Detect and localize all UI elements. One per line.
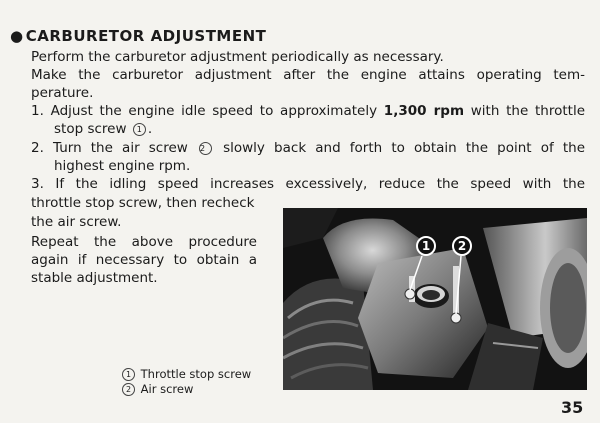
idle-rpm-value: 1,300 rpm <box>383 103 465 119</box>
legend-label-2: Air screw <box>140 382 194 396</box>
repeat-line-1: Repeat the above procedure <box>31 234 257 250</box>
section-title: CARBURETOR ADJUSTMENT <box>25 27 267 45</box>
step-1-line-1 <box>31 102 585 120</box>
callout-leader-lines <box>283 208 587 390</box>
carburetor-photo <box>283 208 587 390</box>
page-number: 35 <box>561 398 584 417</box>
step-2-line-1 <box>31 139 585 157</box>
step-3-line-3: the air screw. <box>31 214 122 230</box>
step-2-text-b: slowly back and forth to obtain the point of the <box>223 140 585 156</box>
callout-mark-1: 1 <box>133 123 146 136</box>
intro-line-3: perature. <box>31 85 94 101</box>
intro-line-2: Make the carburetor adjustment after the engine attains operating tem- <box>31 67 585 83</box>
intro-line-1: Perform the carburetor adjustment periodically as necessary. <box>31 49 444 65</box>
step-2-text-a: 2. Turn the air screw <box>31 140 188 156</box>
legend-mark-2: 2 <box>122 383 135 396</box>
step-1-text-a: 1. Adjust the engine idle speed to approximately <box>31 103 378 119</box>
repeat-line-3: stable adjustment. <box>31 270 158 286</box>
legend-mark-1: 1 <box>122 368 135 381</box>
legend-label-1: Throttle stop screw <box>140 367 252 381</box>
bullet-icon: ● <box>10 27 24 45</box>
step-1-text-b: with the throttle <box>470 103 586 119</box>
legend-item-1 <box>120 367 251 381</box>
legend-item-2 <box>120 382 193 396</box>
photo-callout-1: 1 <box>416 236 436 256</box>
section-heading <box>10 27 266 45</box>
callout-mark-2: 2 <box>199 142 212 155</box>
step-1-text-c: stop screw <box>54 121 127 137</box>
photo-callout-2: 2 <box>452 236 472 256</box>
step-3-line-2: throttle stop screw, then recheck <box>31 195 255 211</box>
step-2-line-2: highest engine rpm. <box>54 158 191 174</box>
repeat-line-2: again if necessary to obtain a <box>31 252 257 268</box>
step-3-line-1: 3. If the idling speed increases excessively, reduce the speed with the <box>31 176 585 192</box>
step-1-line-2: stop screw 1 . <box>54 121 153 137</box>
